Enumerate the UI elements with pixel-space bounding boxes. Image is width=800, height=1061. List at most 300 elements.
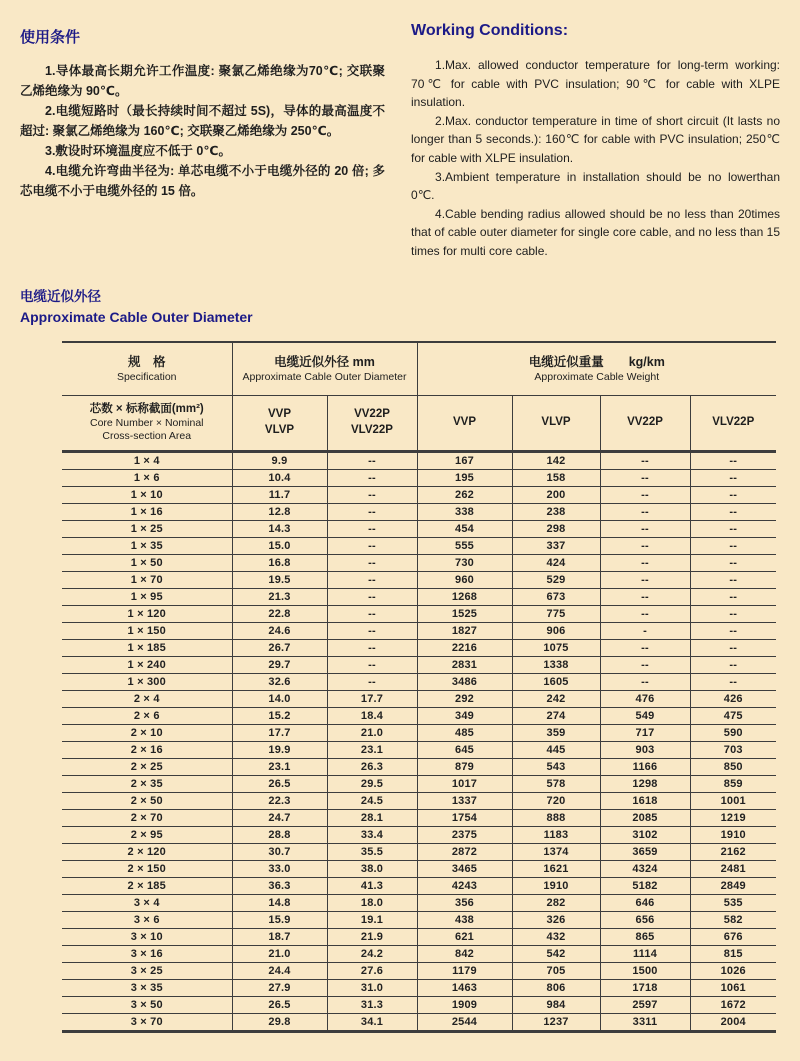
spec-cell: 1 × 95 [62,588,232,605]
value-cell: 645 [417,741,512,758]
value-cell: 705 [512,962,600,979]
value-cell: 1827 [417,622,512,639]
value-cell: 2375 [417,826,512,843]
value-cell: 2216 [417,639,512,656]
value-cell: 359 [512,724,600,741]
value-cell: -- [690,554,776,571]
table-row [62,741,776,758]
spec-cell: 1 × 4 [62,451,232,469]
spec-header-cell [62,342,232,396]
spec-sub-cn: 芯数 × 标称截面(mm²) [89,402,204,415]
value-cell: 475 [690,707,776,724]
value-cell: 21.0 [232,945,327,962]
table-row [62,860,776,877]
value-cell: 28.1 [327,809,417,826]
value-cell: 1338 [512,656,600,673]
header-sub-row [62,395,776,451]
value-cell: 2162 [690,843,776,860]
spec-cell: 2 × 185 [62,877,232,894]
value-cell: 23.1 [232,758,327,775]
condition-cn-paragraph-4: 4.电缆允许弯曲半径为: 单芯电缆不小于电缆外径的 20 倍; 多芯电缆不小于电缆外径的 15 倍。 [20,164,386,198]
value-cell: 445 [512,741,600,758]
value-cell: 4243 [417,877,512,894]
value-cell: 262 [417,486,512,503]
spec-cell: 2 × 150 [62,860,232,877]
value-cell: 1298 [600,775,690,792]
value-cell: 26.3 [327,758,417,775]
value-cell: -- [600,503,690,520]
value-cell: 14.0 [232,690,327,707]
value-cell: 2597 [600,996,690,1013]
value-cell: -- [600,537,690,554]
weight-group-header-cell [417,342,776,396]
cable-spec-table [62,341,776,1033]
value-cell: 1909 [417,996,512,1013]
value-cell: 2544 [417,1013,512,1031]
conditions-english-column [411,14,780,261]
weight-col-vlvp [512,395,600,451]
value-cell: -- [690,469,776,486]
value-cell: 590 [690,724,776,741]
spec-cell: 3 × 10 [62,928,232,945]
value-cell: -- [600,554,690,571]
value-cell: 41.3 [327,877,417,894]
value-cell: -- [600,451,690,469]
value-cell: -- [327,451,417,469]
spec-cell: 3 × 6 [62,911,232,928]
spec-cell: 2 × 120 [62,843,232,860]
value-cell: 292 [417,690,512,707]
weight-col-label-vlvp: VLVP [541,415,571,428]
value-cell: -- [690,486,776,503]
value-cell: 19.1 [327,911,417,928]
table-row [62,962,776,979]
value-cell: 24.5 [327,792,417,809]
value-cell: 9.9 [232,451,327,469]
value-cell: 432 [512,928,600,945]
table-row [62,656,776,673]
value-cell: 850 [690,758,776,775]
diameter-group-cn: 电缆近似外径 mm [274,354,375,369]
value-cell: 906 [512,622,600,639]
spec-cell: 3 × 25 [62,962,232,979]
table-row [62,605,776,622]
value-cell: -- [327,673,417,690]
spec-sub-en-line2: Cross-section Area [102,430,192,443]
value-cell: 274 [512,707,600,724]
value-cell: 1463 [417,979,512,996]
value-cell: 842 [417,945,512,962]
value-cell: 26.7 [232,639,327,656]
value-cell: 1219 [690,809,776,826]
table-row [62,775,776,792]
spec-cell: 1 × 16 [62,503,232,520]
table-row [62,520,776,537]
diameter-col-vv22p-vlv22p [327,395,417,451]
value-cell: -- [690,451,776,469]
spec-cell: 1 × 185 [62,639,232,656]
value-cell: 26.5 [232,996,327,1013]
spec-title-en: Specification [116,370,177,383]
weight-col-vvp [417,395,512,451]
diameter-col-vvp-vlvp [232,395,327,451]
table-row [62,690,776,707]
value-cell: 142 [512,451,600,469]
value-cell: 29.5 [327,775,417,792]
table-row [62,792,776,809]
weight-group-en: Approximate Cable Weight [534,370,660,383]
value-cell: 34.1 [327,1013,417,1031]
table-row [62,979,776,996]
value-cell: 195 [417,469,512,486]
condition-en-paragraph-3: 3.Ambient temperature in installation should be no lowerthan 0℃. [411,169,780,203]
value-cell: - [600,622,690,639]
value-cell: 1026 [690,962,776,979]
value-cell: 730 [417,554,512,571]
value-cell: 549 [600,707,690,724]
value-cell: 879 [417,758,512,775]
value-cell: 426 [690,690,776,707]
value-cell: 1061 [690,979,776,996]
table-row [62,503,776,520]
value-cell: -- [600,588,690,605]
weight-col-vlv22p [690,395,776,451]
value-cell: 1374 [512,843,600,860]
value-cell: 1910 [690,826,776,843]
header-group-row [62,342,776,396]
spec-cell: 1 × 35 [62,537,232,554]
value-cell: 1237 [512,1013,600,1031]
condition-cn-paragraph-1: 1.导体最高长期允许工作温度: 聚氯乙烯绝缘为70℃; 交联聚乙烯绝缘为 90℃。 [20,64,386,98]
value-cell: 36.3 [232,877,327,894]
section-title-en: Approximate Cable Outer Diameter [20,308,253,325]
value-cell: 1017 [417,775,512,792]
value-cell: -- [327,537,417,554]
table-row [62,622,776,639]
condition-en-paragraph-2: 2.Max. conductor temperature in time of short circuit (It lasts no longer than 5 seconds.): 160℃ for cable with PVC insulation; 250℃ for cable with XLPE insulation. [411,113,780,165]
condition-en-paragraph-1: 1.Max. allowed conductor temperature for long-term working: 70℃ for cable with PVC insulation; 90℃ for cable with XLPE insulation. [411,58,780,110]
table-row [62,451,776,469]
value-cell: 26.5 [232,775,327,792]
spec-cell: 1 × 50 [62,554,232,571]
value-cell: 33.4 [327,826,417,843]
value-cell: 19.5 [232,571,327,588]
value-cell: 542 [512,945,600,962]
value-cell: 2085 [600,809,690,826]
spec-cell: 1 × 70 [62,571,232,588]
value-cell: 18.0 [327,894,417,911]
value-cell: -- [600,639,690,656]
table-row [62,537,776,554]
spec-cell: 2 × 6 [62,707,232,724]
value-cell: -- [327,571,417,588]
spec-cell: 2 × 50 [62,792,232,809]
value-cell: 2831 [417,656,512,673]
spec-cell: 1 × 150 [62,622,232,639]
value-cell: 1672 [690,996,776,1013]
value-cell: 17.7 [232,724,327,741]
value-cell: 29.8 [232,1013,327,1031]
value-cell: 24.6 [232,622,327,639]
value-cell: 703 [690,741,776,758]
value-cell: 200 [512,486,600,503]
value-cell: 1605 [512,673,600,690]
value-cell: 11.7 [232,486,327,503]
diameter-section-title [20,285,780,325]
value-cell: 298 [512,520,600,537]
value-cell: 238 [512,503,600,520]
value-cell: 31.3 [327,996,417,1013]
table-row [62,469,776,486]
diameter-col-label-vlvp: VLVP [264,423,295,436]
value-cell: 529 [512,571,600,588]
value-cell: 38.0 [327,860,417,877]
spec-cell: 1 × 25 [62,520,232,537]
section-title-cn: 电缆近似外径 [20,288,101,304]
value-cell: 535 [690,894,776,911]
value-cell: -- [690,537,776,554]
value-cell: 21.3 [232,588,327,605]
spec-cell: 2 × 16 [62,741,232,758]
value-cell: 582 [690,911,776,928]
spec-cell: 3 × 4 [62,894,232,911]
table-row [62,1013,776,1031]
table-row [62,928,776,945]
value-cell: 27.6 [327,962,417,979]
cable-table-header [62,342,776,452]
value-cell: 859 [690,775,776,792]
value-cell: -- [600,656,690,673]
weight-group-cn: 电缆近似重量 kg/km [528,354,665,369]
diameter-col-label-vv22p: VV22P [354,408,390,421]
spec-cell: 1 × 240 [62,656,232,673]
table-row [62,894,776,911]
value-cell: 24.2 [327,945,417,962]
value-cell: -- [690,588,776,605]
spec-cell: 3 × 16 [62,945,232,962]
table-row [62,826,776,843]
condition-en-paragraph-4: 4.Cable bending radius allowed should be no less than 20times that of cable outer diameter for single core cable, and no less than 15 times for multi core cable. [411,206,780,258]
diameter-group-en: Approximate Cable Outer Diameter [242,370,407,383]
value-cell: 578 [512,775,600,792]
value-cell: -- [690,622,776,639]
value-cell: 24.4 [232,962,327,979]
value-cell: 3659 [600,843,690,860]
value-cell: -- [600,520,690,537]
value-cell: 29.7 [232,656,327,673]
value-cell: 1754 [417,809,512,826]
diameter-group-header-cell [232,342,417,396]
condition-cn-paragraph-2: 2.电缆短路时（最长持续时间不超过 5S)，导体的最高温度不超过: 聚氯乙烯绝缘为 160℃; 交联聚乙烯绝缘为 250℃。 [20,104,386,138]
table-row [62,554,776,571]
value-cell: 806 [512,979,600,996]
value-cell: 775 [512,605,600,622]
value-cell: -- [327,554,417,571]
spec-cell: 2 × 95 [62,826,232,843]
value-cell: -- [690,673,776,690]
value-cell: 438 [417,911,512,928]
value-cell: -- [600,673,690,690]
spec-cell: 3 × 50 [62,996,232,1013]
value-cell: 1525 [417,605,512,622]
value-cell: 282 [512,894,600,911]
value-cell: 717 [600,724,690,741]
value-cell: 326 [512,911,600,928]
value-cell: 815 [690,945,776,962]
value-cell: 17.7 [327,690,417,707]
table-row [62,809,776,826]
value-cell: 15.2 [232,707,327,724]
conditions-chinese-column [20,14,385,261]
value-cell: -- [327,520,417,537]
value-cell: 454 [417,520,512,537]
value-cell: 18.4 [327,707,417,724]
spec-cell: 2 × 25 [62,758,232,775]
value-cell: 158 [512,469,600,486]
value-cell: 10.4 [232,469,327,486]
value-cell: 349 [417,707,512,724]
value-cell: 2849 [690,877,776,894]
value-cell: -- [327,469,417,486]
value-cell: 15.9 [232,911,327,928]
value-cell: 1166 [600,758,690,775]
value-cell: -- [600,571,690,588]
value-cell: 22.8 [232,605,327,622]
weight-col-label-vv22p: VV22P [627,415,663,428]
value-cell: -- [690,656,776,673]
value-cell: -- [600,469,690,486]
value-cell: -- [690,571,776,588]
table-row [62,639,776,656]
value-cell: 476 [600,690,690,707]
value-cell: -- [327,503,417,520]
table-row [62,724,776,741]
value-cell: 16.8 [232,554,327,571]
value-cell: 3486 [417,673,512,690]
spec-cell: 1 × 10 [62,486,232,503]
value-cell: 1500 [600,962,690,979]
conditions-title-en: Working Conditions: [411,22,569,39]
table-row [62,945,776,962]
value-cell: 673 [512,588,600,605]
spec-sub-header-cell [62,395,232,451]
spec-sub-en-line1: Core Number × Nominal [89,417,204,430]
value-cell: 676 [690,928,776,945]
value-cell: 2872 [417,843,512,860]
value-cell: 2481 [690,860,776,877]
value-cell: 1268 [417,588,512,605]
value-cell: 338 [417,503,512,520]
value-cell: 1179 [417,962,512,979]
value-cell: 337 [512,537,600,554]
value-cell: 1618 [600,792,690,809]
value-cell: 3102 [600,826,690,843]
value-cell: 24.7 [232,809,327,826]
value-cell: 21.0 [327,724,417,741]
value-cell: -- [327,656,417,673]
table-row [62,877,776,894]
cable-table-body [62,451,776,1031]
value-cell: -- [600,605,690,622]
table-row [62,707,776,724]
value-cell: 485 [417,724,512,741]
table-row [62,996,776,1013]
value-cell: 1337 [417,792,512,809]
value-cell: -- [690,503,776,520]
value-cell: 555 [417,537,512,554]
table-row [62,486,776,503]
conditions-title-cn: 使用条件 [20,29,81,46]
value-cell: 33.0 [232,860,327,877]
condition-cn-paragraph-3: 3.敷设时环境温度应不低于 0℃。 [45,144,231,158]
table-row [62,843,776,860]
value-cell: 23.1 [327,741,417,758]
spec-title-cn: 规 格 [127,354,166,369]
working-conditions-section [20,14,780,261]
value-cell: 888 [512,809,600,826]
value-cell: 1718 [600,979,690,996]
weight-col-label-vlv22p: VLV22P [712,415,755,428]
value-cell: 21.9 [327,928,417,945]
value-cell: 1183 [512,826,600,843]
value-cell: 1621 [512,860,600,877]
spec-cell: 1 × 120 [62,605,232,622]
diameter-col-label-vlv22p: VLV22P [351,423,393,436]
value-cell: 1001 [690,792,776,809]
value-cell: 3465 [417,860,512,877]
value-cell: 32.6 [232,673,327,690]
value-cell: -- [327,639,417,656]
value-cell: -- [327,486,417,503]
spec-cell: 1 × 300 [62,673,232,690]
value-cell: 28.8 [232,826,327,843]
value-cell: 621 [417,928,512,945]
value-cell: 3311 [600,1013,690,1031]
value-cell: 22.3 [232,792,327,809]
weight-col-vv22p [600,395,690,451]
value-cell: 720 [512,792,600,809]
spec-cell: 2 × 10 [62,724,232,741]
value-cell: -- [690,520,776,537]
value-cell: 167 [417,451,512,469]
value-cell: 5182 [600,877,690,894]
value-cell: 30.7 [232,843,327,860]
value-cell: 14.3 [232,520,327,537]
table-row [62,758,776,775]
value-cell: -- [327,605,417,622]
value-cell: 984 [512,996,600,1013]
value-cell: 1075 [512,639,600,656]
value-cell: -- [327,588,417,605]
spec-cell: 1 × 6 [62,469,232,486]
value-cell: 424 [512,554,600,571]
spec-cell: 2 × 70 [62,809,232,826]
spec-cell: 2 × 35 [62,775,232,792]
value-cell: 1910 [512,877,600,894]
value-cell: 356 [417,894,512,911]
value-cell: -- [327,622,417,639]
value-cell: 18.7 [232,928,327,945]
value-cell: 14.8 [232,894,327,911]
table-row [62,673,776,690]
table-row [62,588,776,605]
value-cell: 35.5 [327,843,417,860]
value-cell: -- [690,605,776,622]
table-row [62,571,776,588]
value-cell: 12.8 [232,503,327,520]
weight-col-label-vvp: VVP [452,415,476,428]
value-cell: 242 [512,690,600,707]
